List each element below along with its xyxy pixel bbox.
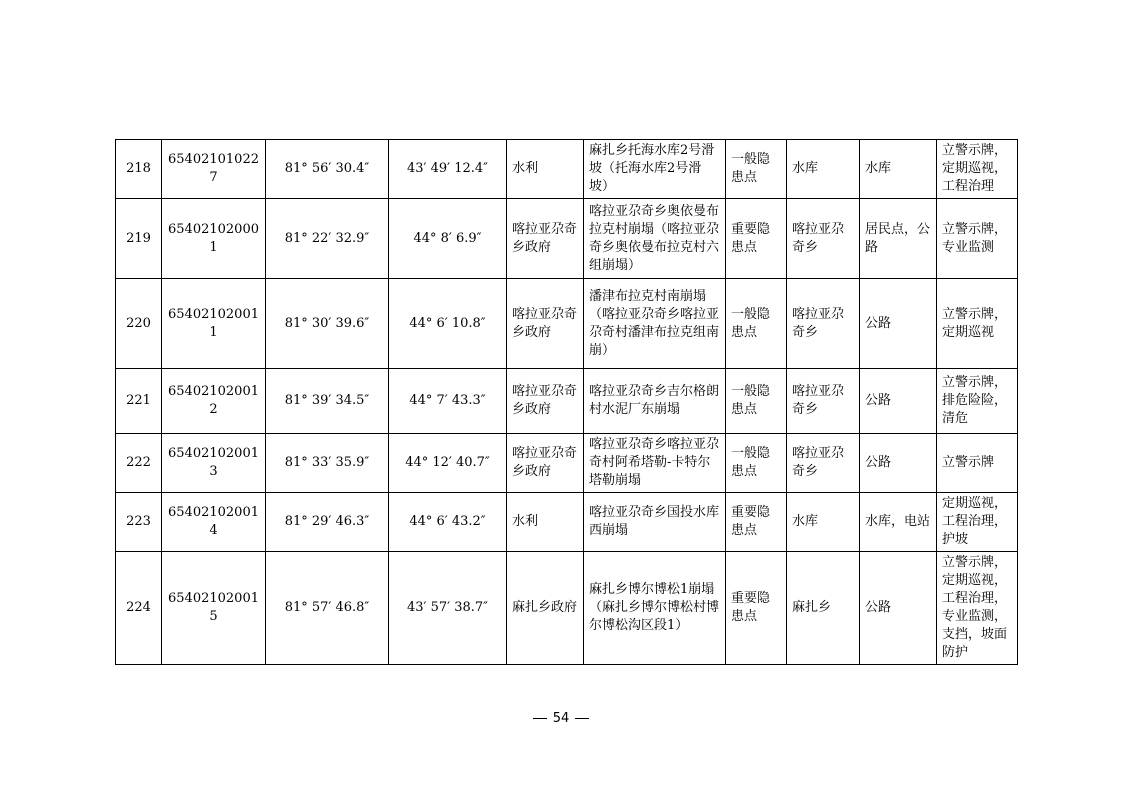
row-number-cell: 219 — [116, 199, 162, 279]
responsible-department-cell: 水利 — [507, 493, 584, 552]
latitude-cell: 44° 6′ 43.2″ — [389, 493, 507, 552]
hazard-name-cell: 喀拉亚尕奇乡奥依曼布拉克村崩塌（喀拉亚尕奇乡奥依曼布拉克村六组崩塌） — [584, 199, 726, 279]
threatened-objects-cell: 公路 — [860, 552, 937, 665]
hazard-code-cell: 654021020001 — [162, 199, 266, 279]
hazard-name-cell: 喀拉亚尕奇乡吉尔格朗村水泥厂东崩塌 — [584, 369, 726, 434]
control-measures-cell: 立警示牌 — [937, 434, 1018, 493]
latitude-cell: 44° 8′ 6.9″ — [389, 199, 507, 279]
control-measures-cell: 立警示牌，排危险险，清危 — [937, 369, 1018, 434]
management-unit-cell: 喀拉亚尕奇乡 — [787, 199, 860, 279]
hazard-level-cell: 一般隐患点 — [726, 140, 787, 199]
table-row — [116, 552, 1018, 665]
hazard-code-cell: 654021020012 — [162, 369, 266, 434]
hazard-points-table — [115, 139, 1018, 665]
longitude-cell: 81° 30′ 39.6″ — [266, 279, 389, 369]
hazard-code-cell: 654021010227 — [162, 140, 266, 199]
table-row — [116, 493, 1018, 552]
latitude-cell: 43′ 57′ 38.7″ — [389, 552, 507, 665]
longitude-cell: 81° 22′ 32.9″ — [266, 199, 389, 279]
hazard-code-cell: 654021020013 — [162, 434, 266, 493]
hazard-name-cell: 喀拉亚尕奇乡喀拉亚尕奇村阿希塔勒-卡特尔塔勒崩塌 — [584, 434, 726, 493]
responsible-department-cell: 喀拉亚尕奇乡政府 — [507, 279, 584, 369]
table-row — [116, 199, 1018, 279]
longitude-cell: 81° 57′ 46.8″ — [266, 552, 389, 665]
latitude-cell: 43′ 49′ 12.4″ — [389, 140, 507, 199]
management-unit-cell: 麻扎乡 — [787, 552, 860, 665]
page-number: 54 — [552, 711, 570, 726]
latitude-cell: 44° 6′ 10.8″ — [389, 279, 507, 369]
management-unit-cell: 喀拉亚尕奇乡 — [787, 279, 860, 369]
hazard-name-cell: 喀拉亚尕奇乡国投水库西崩塌 — [584, 493, 726, 552]
threatened-objects-cell: 水库，电站 — [860, 493, 937, 552]
hazard-level-cell: 重要隐患点 — [726, 199, 787, 279]
row-number-cell: 220 — [116, 279, 162, 369]
hazard-code-cell: 654021020014 — [162, 493, 266, 552]
latitude-cell: 44° 12′ 40.7″ — [389, 434, 507, 493]
management-unit-cell: 水库 — [787, 140, 860, 199]
page-footer — [0, 711, 1122, 726]
hazard-level-cell: 重要隐患点 — [726, 493, 787, 552]
threatened-objects-cell: 公路 — [860, 434, 937, 493]
row-number-cell: 222 — [116, 434, 162, 493]
longitude-cell: 81° 56′ 30.4″ — [266, 140, 389, 199]
threatened-objects-cell: 水库 — [860, 140, 937, 199]
hazard-name-cell: 潘津布拉克村南崩塌（喀拉亚尕奇乡喀拉亚尕奇村潘津布拉克组南崩） — [584, 279, 726, 369]
hazard-code-cell: 654021020015 — [162, 552, 266, 665]
longitude-cell: 81° 33′ 35.9″ — [266, 434, 389, 493]
table-row — [116, 279, 1018, 369]
footer-dash-right — [575, 718, 589, 719]
row-number-cell: 221 — [116, 369, 162, 434]
responsible-department-cell: 麻扎乡政府 — [507, 552, 584, 665]
hazard-name-cell: 麻扎乡托海水库2号滑坡（托海水库2号滑坡） — [584, 140, 726, 199]
responsible-department-cell: 喀拉亚尕奇乡政府 — [507, 369, 584, 434]
longitude-cell: 81° 39′ 34.5″ — [266, 369, 389, 434]
control-measures-cell: 立警示牌，定期巡视，工程治理，专业监测，支挡，坡面防护 — [937, 552, 1018, 665]
table-row — [116, 140, 1018, 199]
table-row — [116, 369, 1018, 434]
responsible-department-cell: 喀拉亚尕奇乡政府 — [507, 199, 584, 279]
table-row — [116, 434, 1018, 493]
table-body — [116, 140, 1018, 665]
hazard-level-cell: 重要隐患点 — [726, 552, 787, 665]
footer-dash-left — [533, 718, 547, 719]
threatened-objects-cell: 公路 — [860, 369, 937, 434]
row-number-cell: 218 — [116, 140, 162, 199]
threatened-objects-cell: 居民点，公路 — [860, 199, 937, 279]
control-measures-cell: 立警示牌，定期巡视 — [937, 279, 1018, 369]
control-measures-cell: 立警示牌，定期巡视，工程治理 — [937, 140, 1018, 199]
hazard-level-cell: 一般隐患点 — [726, 369, 787, 434]
hazard-code-cell: 654021020011 — [162, 279, 266, 369]
responsible-department-cell: 喀拉亚尕奇乡政府 — [507, 434, 584, 493]
latitude-cell: 44° 7′ 43.3″ — [389, 369, 507, 434]
hazard-level-cell: 一般隐患点 — [726, 434, 787, 493]
hazard-level-cell: 一般隐患点 — [726, 279, 787, 369]
row-number-cell: 224 — [116, 552, 162, 665]
threatened-objects-cell: 公路 — [860, 279, 937, 369]
control-measures-cell: 立警示牌，专业监测 — [937, 199, 1018, 279]
longitude-cell: 81° 29′ 46.3″ — [266, 493, 389, 552]
hazard-name-cell: 麻扎乡博尔博松1崩塌（麻扎乡博尔博松村博尔博松沟区段1） — [584, 552, 726, 665]
control-measures-cell: 定期巡视，工程治理，护坡 — [937, 493, 1018, 552]
management-unit-cell: 喀拉亚尕奇乡 — [787, 369, 860, 434]
management-unit-cell: 喀拉亚尕奇乡 — [787, 434, 860, 493]
row-number-cell: 223 — [116, 493, 162, 552]
management-unit-cell: 水库 — [787, 493, 860, 552]
responsible-department-cell: 水利 — [507, 140, 584, 199]
